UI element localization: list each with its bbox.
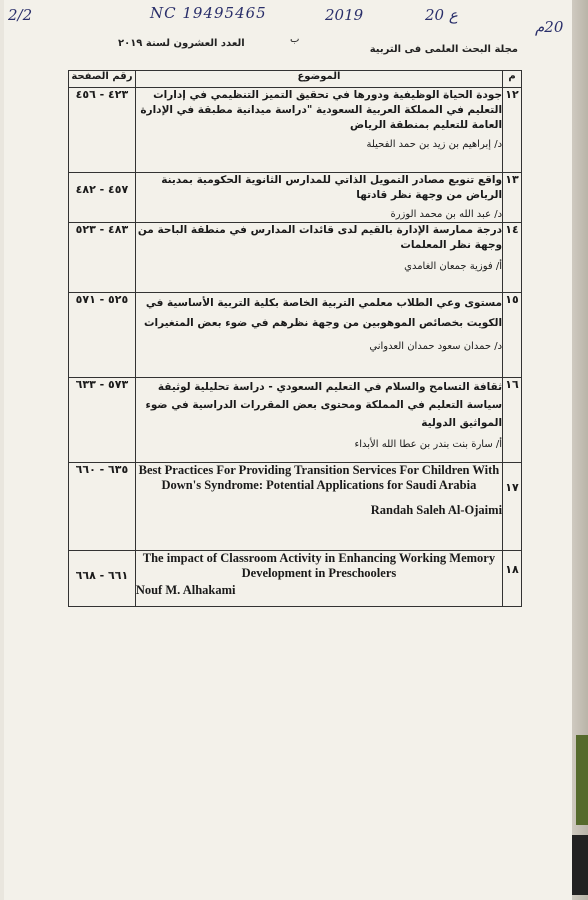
row-topic	[135, 378, 502, 463]
handwritten-year: 2019	[325, 6, 364, 24]
cover-edge-green	[576, 735, 588, 825]
row-pages: ٤٢٣ - ٤٥٦	[69, 88, 136, 173]
section-letter: ب	[290, 34, 300, 45]
row-author: أ/ فوزية جمعان الغامدي	[404, 261, 503, 272]
row-author: د/ إبراهيم بن زيد بن حمد الفحيلة	[366, 139, 503, 150]
handwritten-corner-note: 20م	[535, 18, 564, 36]
row-author: د/ عبد الله بن محمد الوزرة	[390, 209, 503, 220]
column-header-number: م	[503, 71, 522, 88]
table-row	[69, 88, 522, 173]
row-title: جودة الحياة الوظيفية ودورها في تحقيق التميز التنظيمي في إدارات التعليم في المملكة العربية السعودية "دراسة ميدانية مطبقة في الإدارة العامة للتعليم بمنطقة الرياض	[140, 89, 503, 131]
row-pages: ٤٨٣ - ٥٢٣	[69, 223, 136, 293]
row-number: ١٤	[503, 223, 522, 293]
row-author: أ/ سارة بنت بندر بن عطا الله الأبداء	[354, 439, 503, 450]
journal-title: مجلة البحث العلمى فى التربية	[369, 44, 518, 55]
row-title: The impact of Classroom Activity in Enhancing Working Memory Development in Preschoolers	[142, 551, 496, 580]
table-row	[69, 551, 522, 607]
row-topic	[135, 88, 502, 173]
row-number: ١٢	[503, 88, 522, 173]
row-topic	[135, 551, 502, 607]
column-header-topic: الموضوع	[135, 71, 502, 88]
handwritten-reference-code: NC 19495465	[150, 4, 267, 22]
row-author: Nouf M. Alhakami	[135, 583, 236, 597]
table-row	[69, 463, 522, 551]
row-pages: ٦٦١ - ٦٦٨	[69, 551, 136, 607]
row-pages: ٥٧٣ - ٦٣٣	[69, 378, 136, 463]
row-number: ١٧	[503, 463, 522, 551]
row-topic	[135, 293, 502, 378]
row-title: واقع تنويع مصادر التمويل الذاتي للمدارس الثانوية الحكومية بمدينة الرياض من وجهة نظر قادتها	[161, 174, 503, 201]
row-topic	[135, 463, 502, 551]
column-header-pages: رقم الصفحة	[69, 71, 136, 88]
row-number: ١٣	[503, 173, 522, 223]
row-pages: ٦٣٥ - ٦٦٠	[69, 463, 136, 551]
handwritten-page-count: 2/2	[8, 6, 33, 24]
table-row	[69, 173, 522, 223]
issue-line: العدد العشرون لسنة ٢٠١٩	[118, 38, 245, 49]
table-header-row	[69, 71, 522, 88]
row-topic	[135, 173, 502, 223]
row-number: ١٨	[503, 551, 522, 607]
row-author: Randah Saleh Al-Ojaimi	[370, 503, 503, 517]
cover-edge-dark	[572, 835, 588, 895]
row-pages: ٥٢٥ - ٥٧١	[69, 293, 136, 378]
table-row	[69, 293, 522, 378]
row-topic	[135, 223, 502, 293]
row-title: ثقافة التسامح والسلام في التعليم السعودي - دراسة تحليلية لوثيقة سياسة التعليم في المملكة ومحتوى بعض المقررات الدراسية في ضوء المواثيق الدولية	[145, 381, 503, 429]
table-row	[69, 223, 522, 293]
row-title: مستوى وعي الطلاب معلمي التربية الخاصة بكلية التربية الأساسية في الكويت بخصائص الموهوبين من وجهة نظرهم في ضوء بعض المتغيرات	[143, 297, 503, 329]
table-row	[69, 378, 522, 463]
row-number: ١٥	[503, 293, 522, 378]
row-pages: ٤٥٧ - ٤٨٢	[69, 173, 136, 223]
row-author: د/ حمدان سعود حمدان العدواني	[369, 341, 503, 352]
row-number: ١٦	[503, 378, 522, 463]
handwritten-issue: ع 20	[425, 6, 458, 24]
row-title: Best Practices For Providing Transition Services For Children With Down's Syndrome: Potential Applications for Saudi Arabia	[138, 463, 500, 492]
contents-table	[68, 70, 522, 607]
row-title: درجة ممارسة الإدارة بالقيم لدى قائدات المدارس في منطقة الباحة من وجهة نظر المعلمات	[137, 224, 503, 251]
